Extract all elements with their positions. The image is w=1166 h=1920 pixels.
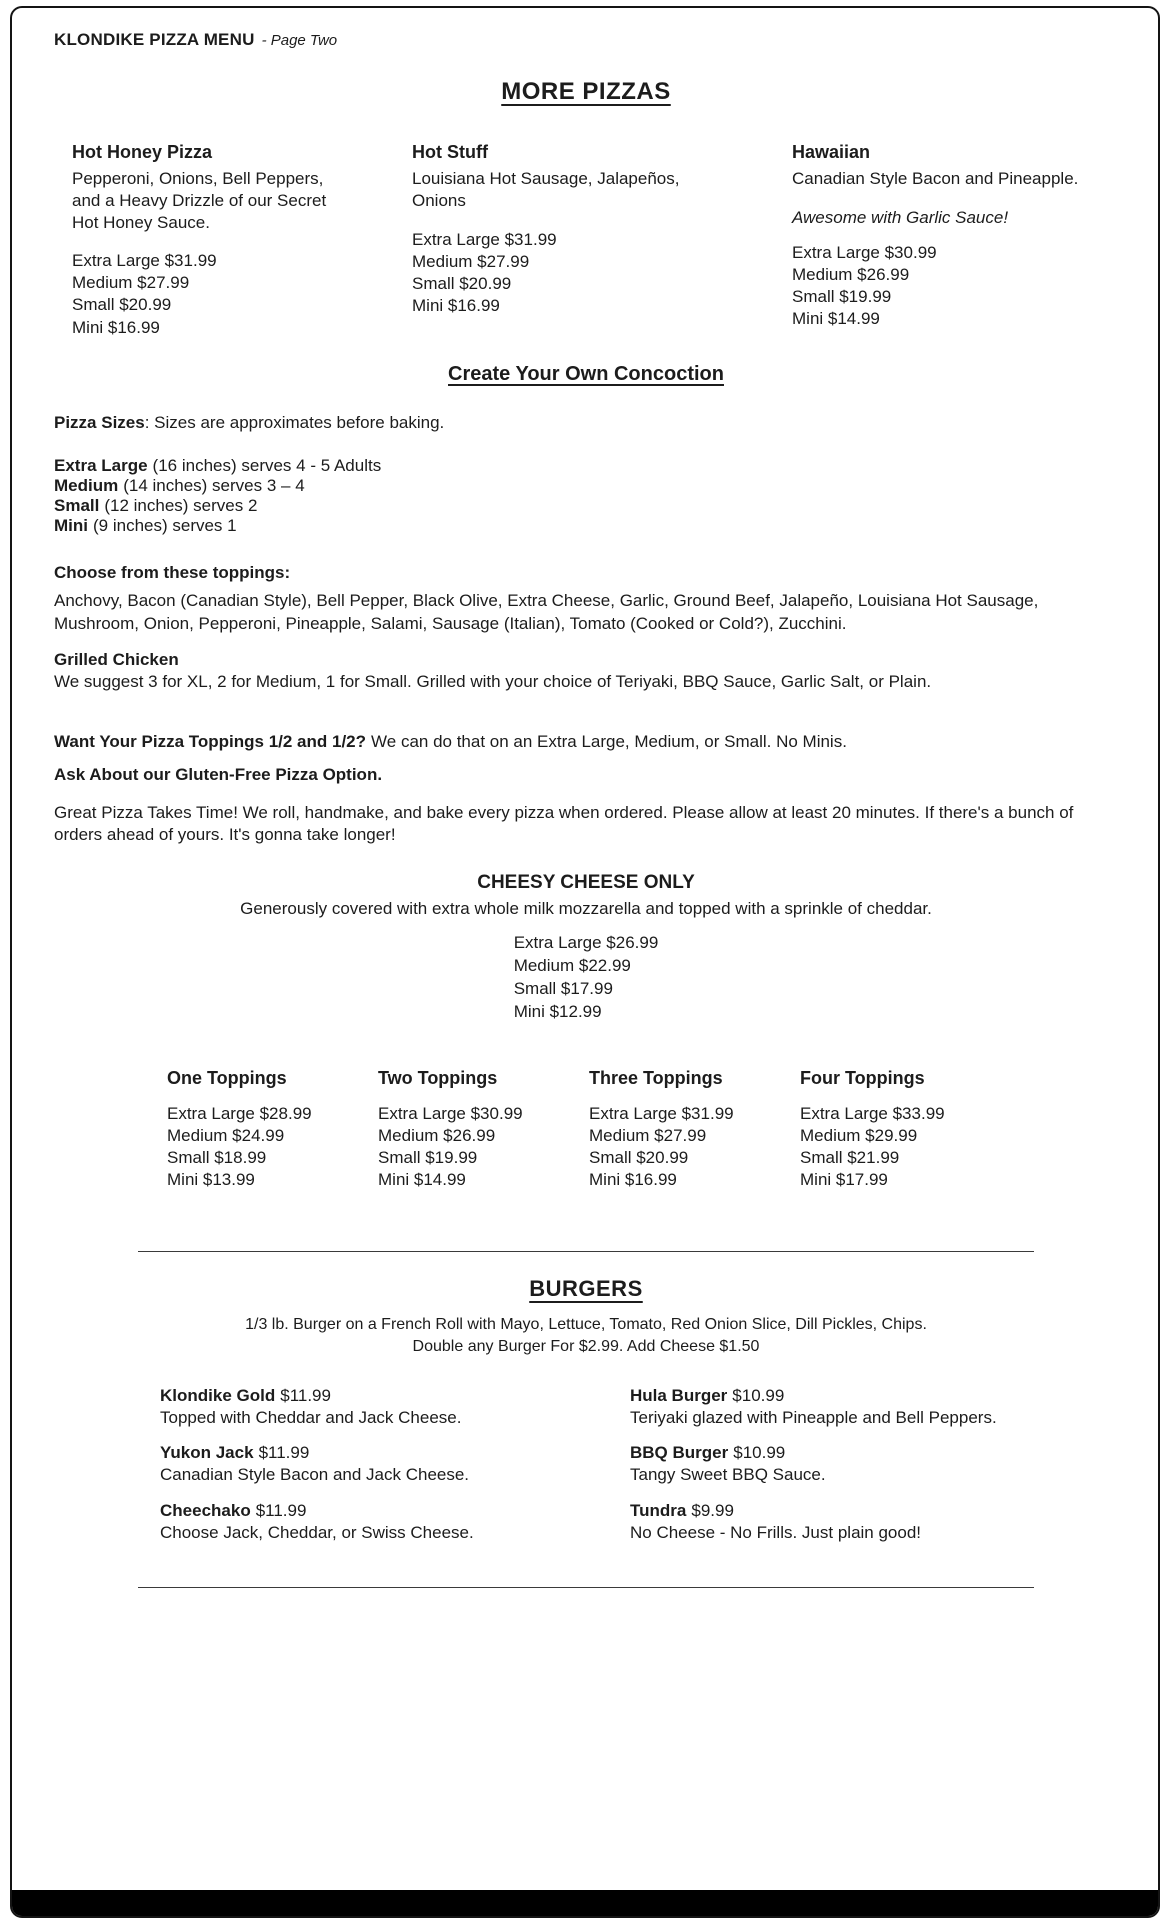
burgers-intro-line: 1/3 lb. Burger on a French Roll with Mayo, Lettuce, Tomato, Red Onion Slice, Dill Pickles, Chips. — [245, 1316, 927, 1333]
size-label: Mini — [54, 515, 88, 535]
price-line: Small $18.99 — [167, 1147, 267, 1167]
price-line: Mini $14.99 — [378, 1169, 466, 1189]
price-line: Extra Large $30.99 — [378, 1103, 523, 1123]
burger-price: $11.99 — [255, 1500, 307, 1520]
size-label: Medium — [54, 475, 119, 495]
price-line: Medium $22.99 — [513, 955, 631, 975]
grilled-chicken-text: We suggest 3 for XL, 2 for Medium, 1 for Small. Grilled with your choice of Teriyaki, BBQ Sauce, Garlic Salt, or Plain. — [54, 672, 932, 692]
pizza-price-list — [72, 250, 412, 338]
pizza-price-list — [792, 242, 1118, 330]
create-your-own-title: Create Your Own Concoction — [448, 362, 724, 385]
half-and-half-label: Want Your Pizza Toppings 1/2 and 1/2? — [54, 732, 367, 752]
price-line: Mini $17.99 — [800, 1169, 888, 1189]
price-line: Small $20.99 — [72, 295, 172, 315]
pizza-menu-page — [10, 6, 1160, 1918]
size-label: Extra Large — [54, 455, 148, 475]
burger-item — [630, 1500, 1118, 1544]
price-line: Medium $26.99 — [378, 1125, 496, 1145]
page-header — [54, 30, 1118, 50]
size-detail: (16 inches) serves 4 - 5 Adults — [152, 455, 382, 475]
burger-title-line — [630, 1385, 1118, 1407]
price-line: Extra Large $30.99 — [792, 242, 937, 262]
price-line: Extra Large $33.99 — [800, 1103, 945, 1123]
gluten-free-line: Ask About our Gluten-Free Pizza Option. — [54, 764, 383, 784]
pizza-sizes-intro — [54, 412, 1118, 434]
size-detail: (9 inches) serves 1 — [93, 515, 237, 535]
burger-description: Canadian Style Bacon and Jack Cheese. — [160, 1465, 470, 1485]
pizza-name: Hawaiian — [792, 142, 871, 162]
price-line: Medium $27.99 — [412, 251, 530, 271]
pizza-card-hawaiian — [792, 142, 1118, 339]
price-line: Small $21.99 — [800, 1147, 900, 1167]
price-line: Small $19.99 — [792, 286, 892, 306]
price-line: Extra Large $31.99 — [72, 251, 217, 271]
burger-price: $11.99 — [280, 1386, 331, 1406]
section-divider — [138, 1587, 1034, 1588]
burger-item — [630, 1385, 1118, 1429]
toppings-list: Anchovy, Bacon (Canadian Style), Bell Pepper, Black Olive, Extra Cheese, Garlic, Ground Beef, Jalapeño, Louisiana Hot Sausage, Mushroom, Onion, Pepperoni, Pineapple, Salami, Sausage (Italian), Tomato (Cooked or Cold?), Zucchini. — [54, 591, 1039, 633]
price-line: Mini $13.99 — [167, 1169, 255, 1189]
burgers-right-column — [630, 1385, 1118, 1557]
burger-description: No Cheese - No Frills. Just plain good! — [630, 1522, 922, 1542]
size-line — [54, 456, 1118, 476]
burger-price: $10.99 — [732, 1386, 785, 1406]
half-and-half-line — [54, 731, 1118, 753]
pizza-name: Hot Honey Pizza — [72, 142, 213, 162]
price-line: Small $20.99 — [412, 273, 512, 293]
pizza-card-hot-honey — [72, 142, 412, 339]
more-pizzas-title: MORE PIZZAS — [501, 78, 671, 105]
price-line: Mini $16.99 — [72, 317, 160, 337]
burger-title-line — [160, 1442, 630, 1464]
price-line: Small $20.99 — [589, 1147, 689, 1167]
footer-bar — [12, 1890, 1158, 1916]
more-pizzas-section — [54, 142, 1118, 339]
burger-title-line — [160, 1385, 630, 1407]
burger-item — [160, 1442, 630, 1486]
burger-name: Yukon Jack — [160, 1443, 254, 1463]
pizza-sizes-label: Pizza Sizes — [54, 412, 145, 432]
price-line: Medium $29.99 — [800, 1125, 918, 1145]
toppings-pricing-column-one — [167, 1068, 378, 1191]
burger-price: $9.99 — [691, 1500, 734, 1520]
size-label: Small — [54, 495, 100, 515]
burgers-title: BURGERS — [529, 1276, 643, 1301]
price-line: Mini $14.99 — [792, 308, 880, 328]
price-line: Mini $12.99 — [513, 1001, 602, 1021]
cheesy-cheese-prices-wrap — [54, 932, 1118, 1024]
half-and-half-text: We can do that on an Extra Large, Medium, or Small. No Minis. — [371, 732, 847, 752]
column-title: Four Toppings — [800, 1067, 925, 1088]
burger-item — [160, 1385, 630, 1429]
burger-description: Choose Jack, Cheddar, or Swiss Cheese. — [160, 1522, 474, 1542]
price-line: Small $19.99 — [378, 1147, 478, 1167]
price-line: Small $17.99 — [513, 978, 613, 998]
menu-title: KLONDIKE PIZZA MENU — [54, 30, 255, 49]
toppings-pricing-column-two — [378, 1068, 589, 1191]
burger-title-line — [630, 1442, 1118, 1464]
burger-name: Tundra — [630, 1500, 687, 1520]
pizza-sizes-list — [54, 456, 1118, 536]
column-title: One Toppings — [167, 1067, 287, 1088]
burger-title-line — [160, 1500, 630, 1522]
column-price-list — [167, 1103, 378, 1191]
cheesy-cheese-title: CHEESY CHEESE ONLY — [477, 871, 695, 893]
burger-name: Cheechako — [160, 1500, 251, 1520]
cheesy-cheese-subtitle: Generously covered with extra whole milk mozzarella and topped with a sprinkle of cheddar. — [240, 898, 932, 918]
burger-name: BBQ Burger — [630, 1443, 729, 1463]
column-title: Two Toppings — [378, 1067, 498, 1088]
price-line: Medium $27.99 — [72, 273, 190, 293]
pizza-description: Pepperoni, Onions, Bell Peppers, and a Heavy Drizzle of our Secret Hot Honey Sauce. — [72, 169, 327, 232]
toppings-pricing-column-three — [589, 1068, 800, 1191]
size-detail: (12 inches) serves 2 — [104, 495, 258, 515]
pizza-sizes-note: : Sizes are approximates before baking. — [144, 412, 445, 432]
price-line: Extra Large $26.99 — [513, 932, 659, 952]
pizza-name: Hot Stuff — [412, 142, 488, 162]
burger-name: Hula Burger — [630, 1386, 728, 1406]
pizza-description: Canadian Style Bacon and Pineapple. — [792, 169, 1079, 188]
cheesy-cheese-price-list — [514, 932, 659, 1024]
page-indicator: - Page Two — [261, 32, 338, 49]
burger-name: Klondike Gold — [160, 1386, 276, 1406]
burger-description: Tangy Sweet BBQ Sauce. — [630, 1465, 826, 1485]
column-price-list — [800, 1103, 1011, 1191]
price-line: Medium $27.99 — [589, 1125, 707, 1145]
size-line — [54, 496, 1118, 516]
burgers-intro — [54, 1314, 1118, 1357]
price-line: Extra Large $31.99 — [412, 229, 557, 249]
column-price-list — [589, 1103, 800, 1191]
burger-description: Teriyaki glazed with Pineapple and Bell Peppers. — [630, 1408, 997, 1428]
takes-time-paragraph: Great Pizza Takes Time! We roll, handmake, and bake every pizza when ordered. Please allow at least 20 minutes. If there's a bunch of orders ahead of yours. It's gonna take longer! — [54, 802, 1074, 844]
pizza-description: Louisiana Hot Sausage, Jalapeños, Onions — [412, 169, 680, 210]
burgers-left-column — [160, 1385, 630, 1557]
price-line: Medium $26.99 — [792, 264, 910, 284]
burgers-section — [54, 1385, 1118, 1557]
size-line — [54, 476, 1118, 496]
toppings-pricing-section — [54, 1068, 1118, 1191]
size-line — [54, 516, 1118, 536]
toppings-heading: Choose from these toppings: — [54, 562, 291, 582]
price-line: Mini $16.99 — [412, 295, 500, 315]
size-detail: (14 inches) serves 3 – 4 — [123, 475, 305, 495]
price-line: Medium $24.99 — [167, 1125, 285, 1145]
menu-content — [12, 8, 1158, 1588]
price-line: Extra Large $28.99 — [167, 1103, 312, 1123]
pizza-price-list — [412, 229, 792, 317]
section-divider — [138, 1251, 1034, 1252]
burger-title-line — [630, 1500, 1118, 1522]
burger-description: Topped with Cheddar and Jack Cheese. — [160, 1408, 462, 1428]
burgers-intro-line: Double any Burger For $2.99. Add Cheese $1.50 — [412, 1337, 760, 1355]
pizza-note: Awesome with Garlic Sauce! — [792, 207, 1009, 227]
burger-price: $10.99 — [733, 1443, 786, 1463]
grilled-chicken-heading: Grilled Chicken — [54, 650, 179, 670]
column-price-list — [378, 1103, 589, 1191]
price-line: Mini $16.99 — [589, 1169, 677, 1189]
burger-item — [630, 1442, 1118, 1486]
burger-price: $11.99 — [258, 1443, 310, 1463]
price-line: Extra Large $31.99 — [589, 1103, 734, 1123]
column-title: Three Toppings — [589, 1067, 723, 1088]
pizza-card-hot-stuff — [412, 142, 792, 339]
burger-item — [160, 1500, 630, 1544]
toppings-pricing-column-four — [800, 1068, 1011, 1191]
